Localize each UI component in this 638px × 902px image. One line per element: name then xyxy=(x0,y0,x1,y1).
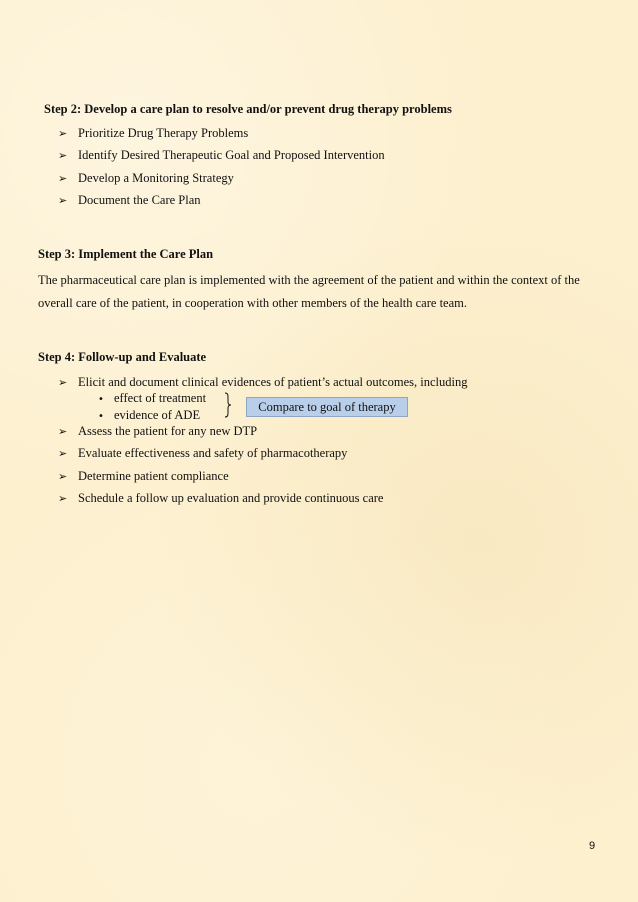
step2-list-item: ➢ Document the Care Plan xyxy=(58,193,201,207)
step2-heading: Step 2: Develop a care plan to resolve and/or prevent drug therapy problems xyxy=(44,102,452,116)
step3-heading: Step 3: Implement the Care Plan xyxy=(38,247,214,261)
step4-sub-item: • effect of treatment xyxy=(98,391,207,405)
step4-list-item: ➢ Assess the patient for any new DTP xyxy=(58,424,258,438)
step3-paragraph-line: overall care of the patient, in cooperation with other members of the health care team. xyxy=(38,296,467,310)
arrow-bullet-icon: ➢ xyxy=(58,172,68,185)
step4-list-item: ➢ Determine patient compliance xyxy=(58,469,229,483)
arrow-bullet-icon: ➢ xyxy=(58,470,68,483)
right-brace-icon xyxy=(224,392,232,418)
step4-list-item: ➢ Elicit and document clinical evidences of patient’s actual outcomes, including xyxy=(58,375,468,389)
step2-list-item: ➢ Identify Desired Therapeutic Goal and Proposed Intervention xyxy=(58,148,385,162)
arrow-bullet-icon: ➢ xyxy=(58,127,68,140)
step4-heading: Step 4: Follow-up and Evaluate xyxy=(38,350,207,364)
arrow-bullet-icon: ➢ xyxy=(58,425,68,438)
dot-bullet-icon: • xyxy=(98,394,104,405)
arrow-bullet-icon: ➢ xyxy=(58,447,68,460)
arrow-bullet-icon: ➢ xyxy=(58,194,68,207)
arrow-bullet-icon: ➢ xyxy=(58,376,68,389)
step2-list-item: ➢ Prioritize Drug Therapy Problems xyxy=(58,126,249,140)
compare-goal-callout: Compare to goal of therapy xyxy=(246,397,408,417)
arrow-bullet-icon: ➢ xyxy=(58,149,68,162)
step4-list-item: ➢ Schedule a follow up evaluation and provide continuous care xyxy=(58,491,384,505)
step4-list-item: ➢ Evaluate effectiveness and safety of pharmacotherapy xyxy=(58,446,348,460)
dot-bullet-icon: • xyxy=(98,411,104,422)
step4-sub-item: • evidence of ADE xyxy=(98,408,201,422)
page-number: 9 xyxy=(589,840,596,852)
step2-list-item: ➢ Develop a Monitoring Strategy xyxy=(58,171,234,185)
step3-paragraph-line: The pharmaceutical care plan is implemented with the agreement of the patient and within the context of the xyxy=(38,273,580,287)
arrow-bullet-icon: ➢ xyxy=(58,492,68,505)
